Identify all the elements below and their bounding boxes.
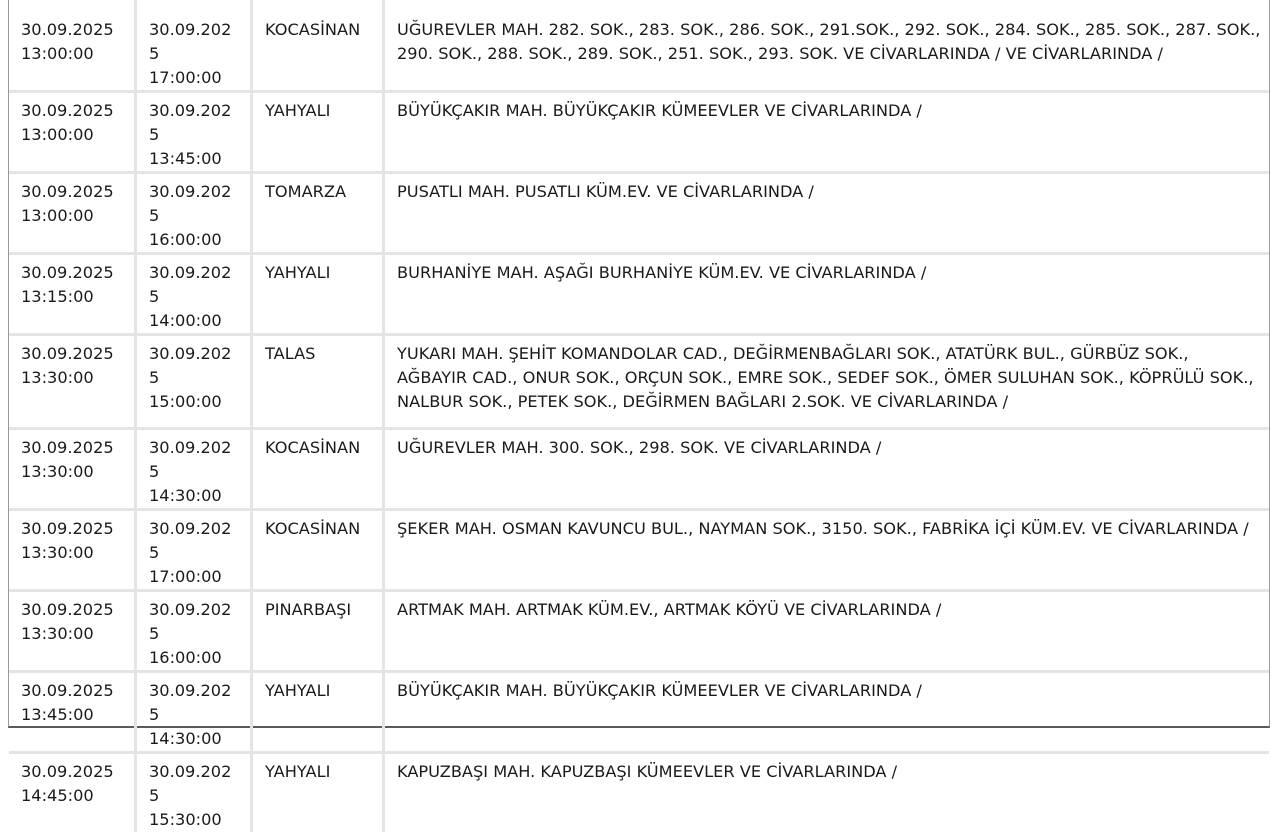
address-cell: ŞEKER MAH. OSMAN KAVUNCU BUL., NAYMAN SOK., 3150. SOK., FABRİKA İÇİ KÜM.EV. VE CİVARLARINDA / <box>385 511 1269 592</box>
address-cell: KAPUZBAŞI MAH. KAPUZBAŞI KÜMEEVLER VE CİVARLARINDA / <box>397 762 898 781</box>
outage-table-body <box>9 0 1269 832</box>
start-date: 30.09.2025 <box>21 519 114 538</box>
start-time: 13:00:00 <box>21 206 94 225</box>
start-date: 30.09.2025 <box>21 600 114 619</box>
end-date: 30.09.2025 <box>149 519 232 562</box>
start-date: 30.09.2025 <box>21 344 114 363</box>
start-cell <box>9 336 137 430</box>
district-cell: KOCASİNAN <box>253 430 385 511</box>
end-cell <box>137 174 253 255</box>
start-cell <box>9 430 137 511</box>
outage-table-container <box>8 0 1270 829</box>
district-cell: KOCASİNAN <box>253 511 385 592</box>
address-cell: UĞUREVLER MAH. 300. SOK., 298. SOK. VE CİVARLARINDA / <box>385 430 1269 511</box>
table-row <box>9 336 1269 430</box>
start-time: 13:30:00 <box>21 368 94 387</box>
district-cell: YAHYALI <box>253 754 385 832</box>
start-time: 13:00:00 <box>21 125 94 144</box>
start-time: 13:15:00 <box>21 287 94 306</box>
start-cell <box>9 511 137 592</box>
start-date: 30.09.2025 <box>21 101 114 120</box>
end-date: 30.09.2025 <box>149 182 232 225</box>
table-row <box>9 592 1269 673</box>
address-cell: BURHANİYE MAH. AŞAĞI BURHANİYE KÜM.EV. VE CİVARLARINDA / <box>385 255 1269 336</box>
district-cell: TOMARZA <box>253 174 385 255</box>
start-date: 30.09.2025 <box>21 182 114 201</box>
table-row <box>9 430 1269 511</box>
end-time: 15:00:00 <box>149 392 222 411</box>
address-cell: BÜYÜKÇAKIR MAH. BÜYÜKÇAKIR KÜMEEVLER VE CİVARLARINDA / <box>385 93 1269 174</box>
district-cell: TALAS <box>253 336 385 430</box>
district-cell: PINARBAŞI <box>253 592 385 673</box>
start-date: 30.09.2025 <box>21 263 114 282</box>
end-date: 30.09.2025 <box>149 600 232 643</box>
outage-table <box>9 0 1269 832</box>
end-time: 14:30:00 <box>149 729 222 748</box>
end-cell <box>137 0 253 93</box>
end-time: 13:45:00 <box>149 149 222 168</box>
start-cell <box>9 754 137 832</box>
end-cell <box>137 673 253 754</box>
end-date: 30.09.2025 <box>149 681 232 724</box>
address-cell: PUSATLI MAH. PUSATLI KÜM.EV. VE CİVARLARINDA / <box>385 174 1269 255</box>
table-row <box>9 255 1269 336</box>
end-cell <box>137 754 253 832</box>
start-date: 30.09.2025 <box>21 762 114 781</box>
start-date: 30.09.2025 <box>21 20 114 39</box>
start-time: 13:00:00 <box>21 44 94 63</box>
start-time: 13:30:00 <box>21 543 94 562</box>
end-time: 14:00:00 <box>149 311 222 330</box>
end-date: 30.09.2025 <box>149 263 232 306</box>
end-cell <box>137 430 253 511</box>
start-cell <box>9 673 137 754</box>
end-time: 15:30:00 <box>149 810 222 829</box>
district-cell: YAHYALI <box>253 255 385 336</box>
end-date: 30.09.2025 <box>149 101 232 144</box>
end-time: 16:00:00 <box>149 230 222 249</box>
end-time: 16:00:00 <box>149 648 222 667</box>
district-cell: YAHYALI <box>253 673 385 754</box>
address-cell: UĞUREVLER MAH. 282. SOK., 283. SOK., 286. SOK., 291.SOK., 292. SOK., 284. SOK., 285. SOK., 287. SOK., 290. SOK., 288. SOK., 289. SOK., 251. SOK., 293. SOK. VE CİVARLARINDA / VE CİVARLARINDA / <box>385 0 1269 93</box>
start-cell <box>9 174 137 255</box>
end-date: 30.09.2025 <box>149 344 232 387</box>
table-row <box>9 673 1269 754</box>
start-time: 13:45:00 <box>21 705 94 724</box>
district-cell: YAHYALI <box>253 93 385 174</box>
table-row <box>9 754 1269 832</box>
end-date: 30.09.2025 <box>149 762 232 805</box>
address-cell: ARTMAK MAH. ARTMAK KÜM.EV., ARTMAK KÖYÜ VE CİVARLARINDA / <box>385 592 1269 673</box>
end-time: 17:00:00 <box>149 68 222 87</box>
address-cell: YUKARI MAH. ŞEHİT KOMANDOLAR CAD., DEĞİRMENBAĞLARI SOK., ATATÜRK BUL., GÜRBÜZ SOK., AĞBAYIR CAD., ONUR SOK., ORÇUN SOK., EMRE SOK., SEDEF SOK., ÖMER SULUHAN SOK., KÖPRÜLÜ SOK., NALBUR SOK., PETEK SOK., DEĞİRMEN BAĞLARI 2.SOK. VE CİVARLARINDA / <box>385 336 1269 430</box>
district-cell: KOCASİNAN <box>253 0 385 93</box>
end-cell <box>137 592 253 673</box>
end-date: 30.09.2025 <box>149 20 232 63</box>
start-cell <box>9 592 137 673</box>
end-date: 30.09.2025 <box>149 438 232 481</box>
table-row <box>9 511 1269 592</box>
address-cell: BÜYÜKÇAKIR MAH. BÜYÜKÇAKIR KÜMEEVLER VE CİVARLARINDA / <box>385 673 1269 754</box>
start-time: 13:30:00 <box>21 624 94 643</box>
table-row <box>9 174 1269 255</box>
end-cell <box>137 336 253 430</box>
start-date: 30.09.2025 <box>21 438 114 457</box>
end-cell <box>137 93 253 174</box>
end-time: 14:30:00 <box>149 486 222 505</box>
start-time: 14:45:00 <box>21 786 94 805</box>
end-time: 17:00:00 <box>149 567 222 586</box>
start-cell <box>9 93 137 174</box>
start-time: 13:30:00 <box>21 462 94 481</box>
start-cell <box>9 0 137 93</box>
table-row <box>9 0 1269 93</box>
end-cell <box>137 255 253 336</box>
start-date: 30.09.2025 <box>21 681 114 700</box>
table-row <box>9 93 1269 174</box>
end-cell <box>137 511 253 592</box>
start-cell <box>9 255 137 336</box>
